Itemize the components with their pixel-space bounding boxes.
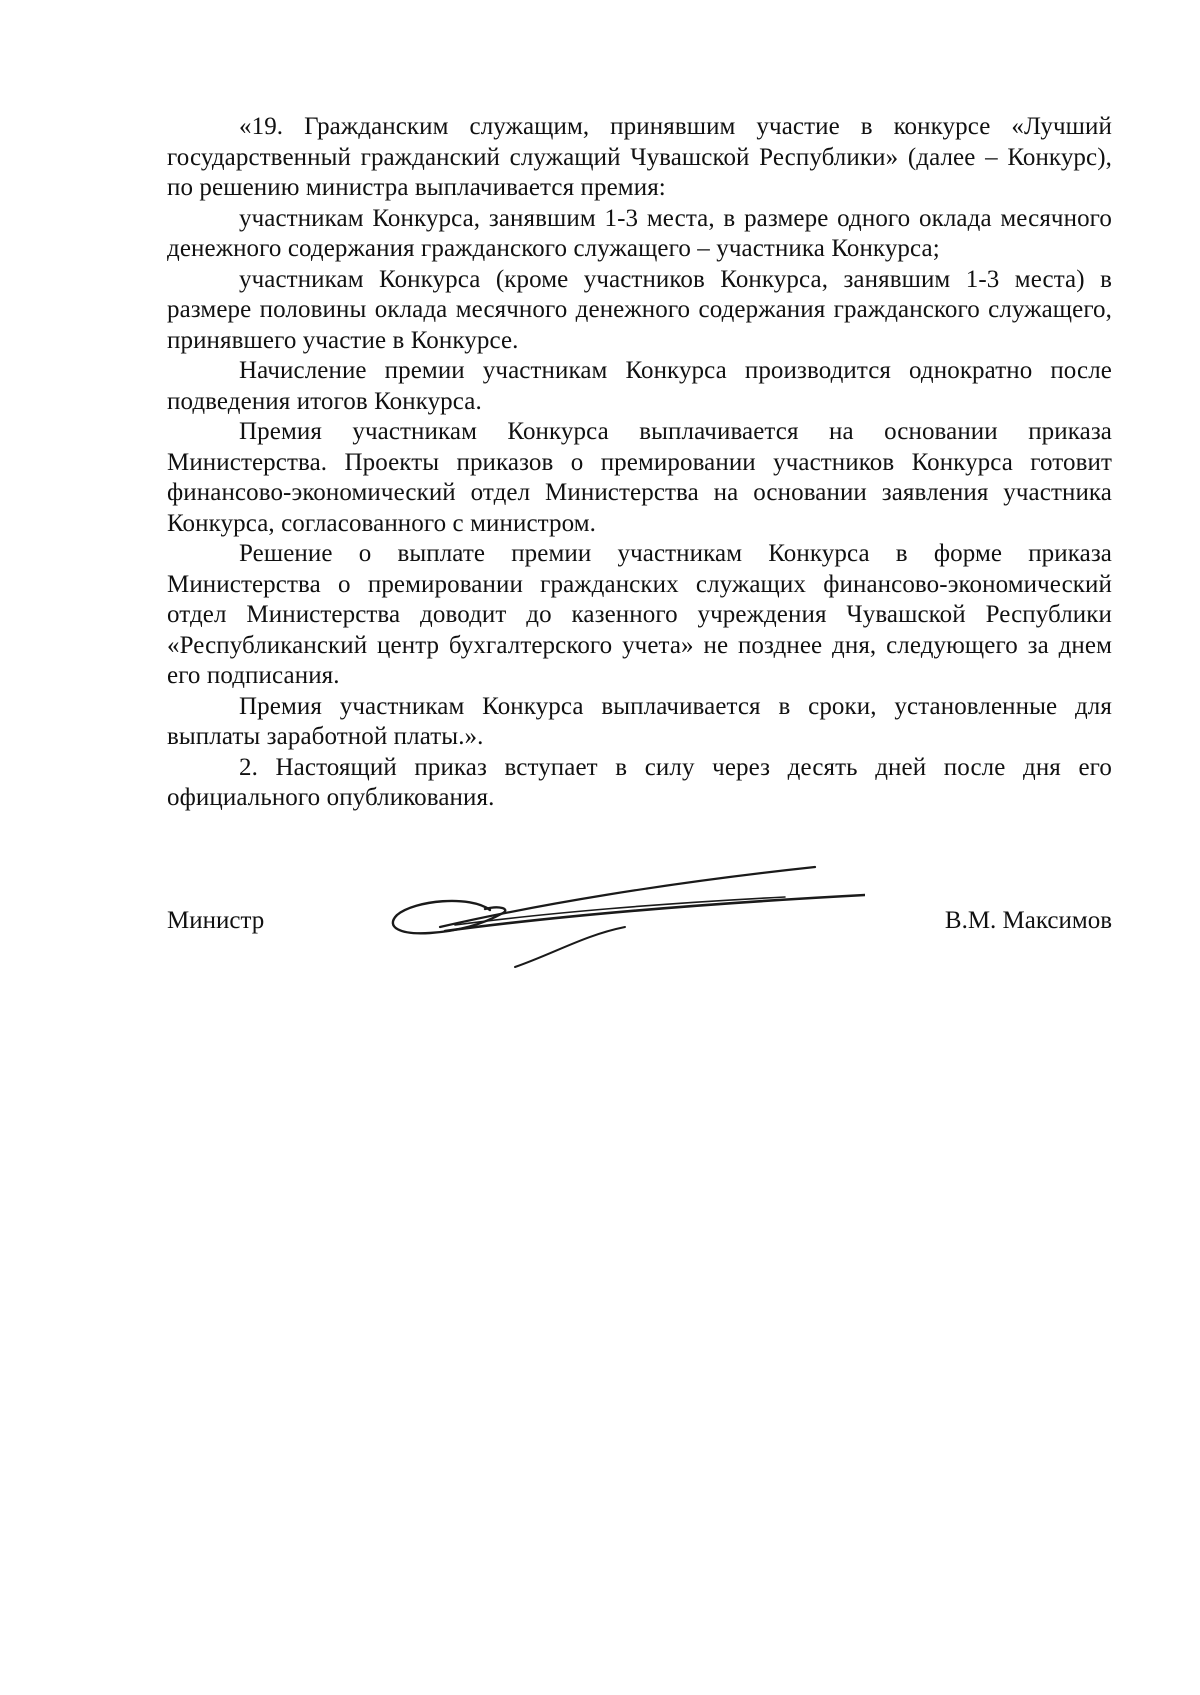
paragraph-participants-premium: участникам Конкурса (кроме участников Конкурса, занявшим 1-3 места) в размере половины оклада месячного денежного содержания гражданского служащего, принявшего участие в Конкурсе. [167, 265, 1112, 354]
document-body [167, 112, 1112, 814]
signatory-name: В.М. Максимов [944, 907, 1112, 934]
paragraph-decision: Решение о выплате премии участникам Конкурса в форме приказа Министерства о премировании гражданских служащих финансово-экономический отдел Министерства доводит до казенного учреждения Чувашской Республики «Республиканский центр бухгалтерского учета» не позднее дня, следующего за днем его подписания. [167, 540, 1112, 689]
handwritten-signature [385, 855, 865, 980]
paragraph-effective-date: 2. Настоящий приказ вступает в силу через десять дней после дня его официального опубликования. [167, 753, 1112, 811]
paragraph-premium-intro: «19. Гражданским служащим, принявшим участие в конкурсе «Лучший государственный гражданский служащий Чувашской Республики» (далее – Конкурс), по решению министра выплачивается премия: [167, 113, 1112, 201]
paragraph-payment-terms: Премия участникам Конкурса выплачивается в сроки, установленные для выплаты заработной платы.». [167, 692, 1112, 750]
paragraph-winners-premium: участникам Конкурса, занявшим 1-3 места, в размере одного оклада месячного денежного содержания гражданского служащего – участника Конкурса; [167, 204, 1112, 262]
paragraph-order-basis: Премия участникам Конкурса выплачивается на основании приказа Министерства. Проекты приказов о премировании участников Конкурса готовит финансово-экономический отдел Министерства на основании заявления участника Конкурса, согласованного с министром. [167, 418, 1112, 537]
signatory-title: Министр [167, 907, 265, 934]
paragraph-accrual: Начисление премии участникам Конкурса производится однократно после подведения итогов Конкурса. [167, 357, 1112, 415]
